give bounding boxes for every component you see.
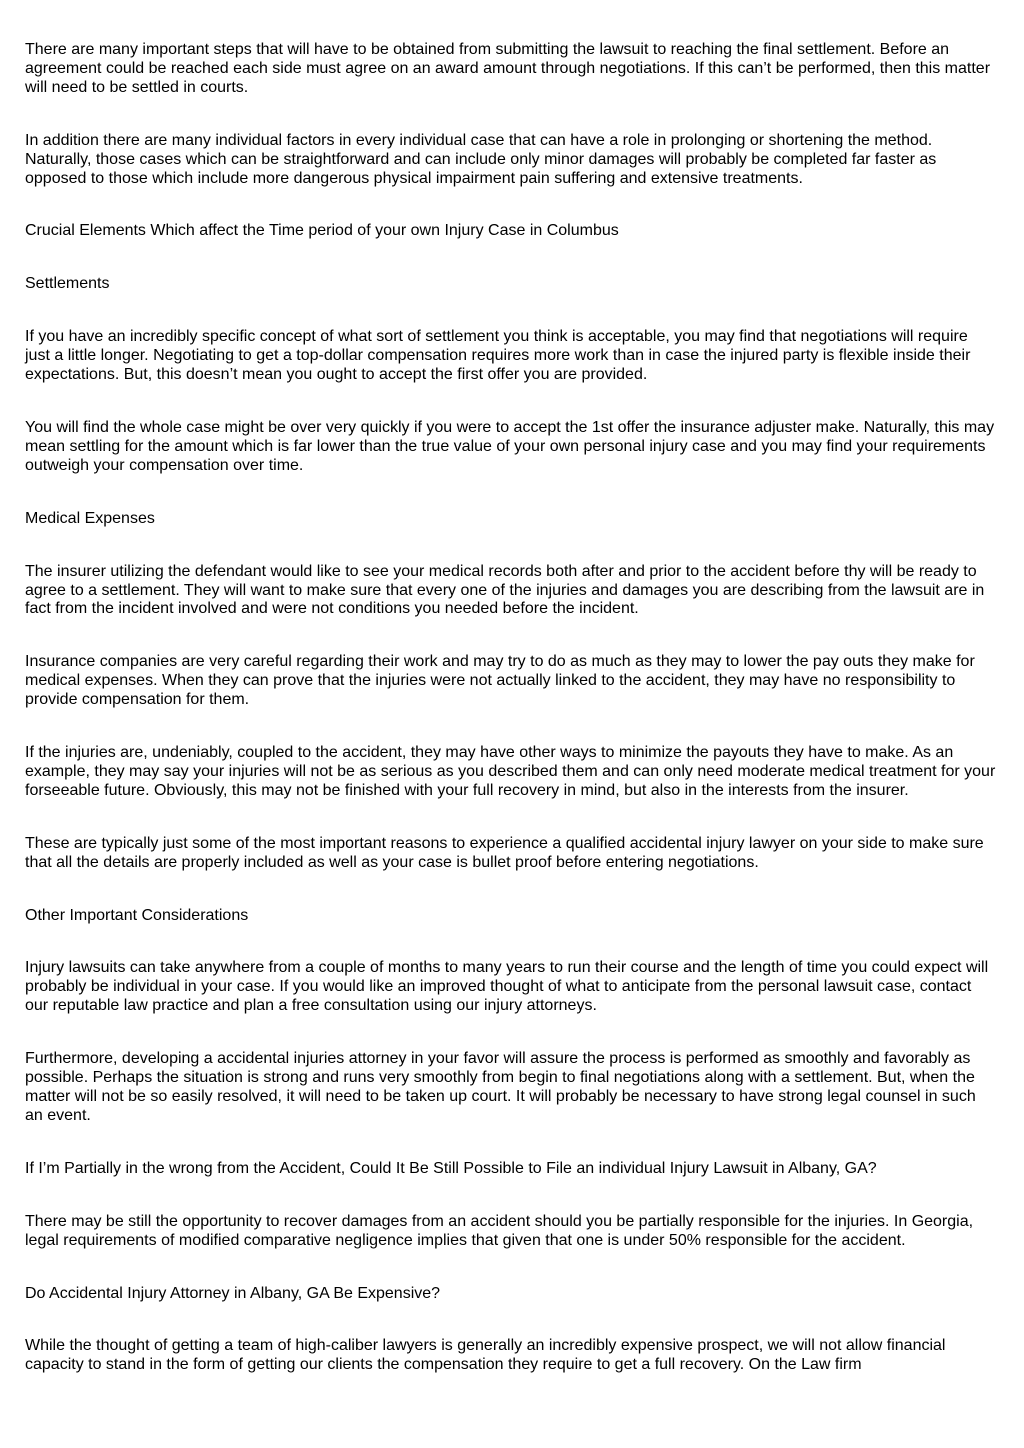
paragraph-injury-lawsuits: Injury lawsuits can take anywhere from a couple of months to many years to run their course and the length of time you could expect will probably be individual in your case. If you would like an improved thought of what to anticipate from the personal lawsuit case, contact our reputable law practice and plan a free consultation using our injury attorneys. xyxy=(25,959,989,1015)
paragraph-insurance-companies: Insurance companies are very careful regarding their work and may try to do as much as they may to lower the pay outs they make for medical expenses. When they can prove that the injuries were not actually linked to the accident, they may have no responsibility to provide compensation for them. xyxy=(25,653,975,709)
paragraph-medical-records: The insurer utilizing the defendant would like to see your medical records both after and prior to the accident before thy will be ready to agree to a settlement. They will want to make sure that every one of the injuries and damages you are describing from the lawsuit are in fact from the incident involved and were not conditions you needed before the incident. xyxy=(25,562,985,618)
heading-crucial-elements: Crucial Elements Which affect the Time period of your own Injury Case in Columbus xyxy=(25,222,619,240)
heading-partially-wrong: If I’m Partially in the wrong from the Accident, Could It Be Still Possible to File an individual Injury Lawsuit in Albany, GA? xyxy=(25,1159,877,1177)
paragraph-individual-factors: In addition there are many individual factors in every individual case that can have a role in prolonging or shortening the method. Naturally, those cases which can be straightforward and can include only minor damages will probably be completed far faster as opposed to those which include more dangerous physical impairment pain suffering and extensive treatments. xyxy=(25,131,937,187)
heading-attorney-expensive: Do Accidental Injury Attorney in Albany, GA Be Expensive? xyxy=(25,1284,441,1302)
paragraph-important-reasons: These are typically just some of the most important reasons to experience a qualified accidental injury lawyer on your side to make sure that all the details are properly included as well as your case is bullet proof before entering negotiations. xyxy=(25,834,984,871)
paragraph-settlement-concept: If you have an incredibly specific concept of what sort of settlement you think is acceptable, you may find that negotiations will require just a little longer. Negotiating to get a top-dollar compensation requires more work than in case the injured party is flexible inside their expectations. But, this doesn’t mean you ought to accept the first offer you are provided. xyxy=(25,328,971,384)
paragraph-injuries-coupled: If the injuries are, undeniably, coupled to the accident, they may have other ways to minimize the payouts they have to make. As an example, they may say your injuries will not be as serious as you described them and can only need moderate medical treatment for your forseeable future. Obviously, this may not be finished with your full recovery in mind, but also in the interests from the insurer. xyxy=(25,744,996,799)
document-page xyxy=(25,41,997,1409)
heading-settlements: Settlements xyxy=(25,275,110,293)
paragraph-intro: There are many important steps that will have to be obtained from submitting the lawsuit to reaching the final settlement. Before an agreement could be reached each side must agree on an award amount through negotiations. If this can’t be performed, then this matter will need to be settled in courts. xyxy=(25,41,991,96)
paragraph-furthermore: Furthermore, developing a accidental injuries attorney in your favor will assure the process is performed as smoothly and favorably as possible. Perhaps the situation is strong and runs very smoothly from begin to final negotiations along with a settlement. But, when the matter will not be so easily resolved, it will need to be taken up court. It will probably be necessary to have strong legal counsel in such an event. xyxy=(25,1050,976,1124)
heading-medical-expenses: Medical Expenses xyxy=(25,509,155,527)
paragraph-comparative-negligence: There may be still the opportunity to recover damages from an accident should you be partially responsible for the injuries. In Georgia, legal requirements of modified comparative negligence implies that given that one is under 50% responsible for the accident. xyxy=(25,1212,974,1249)
heading-other-considerations: Other Important Considerations xyxy=(25,906,249,924)
paragraph-high-caliber-lawyers: While the thought of getting a team of high-caliber lawyers is generally an incredibly expensive prospect, we will not allow financial capacity to stand in the form of getting our clients the compensation they require to get a full recovery. On the Law firm xyxy=(25,1337,946,1374)
paragraph-first-offer: You will find the whole case might be over very quickly if you were to accept the 1st offer the insurance adjuster make. Naturally, this may mean settling for the amount which is far lower than the true value of your own personal injury case and you may find your requirements outweigh your compensation over time. xyxy=(25,418,995,474)
